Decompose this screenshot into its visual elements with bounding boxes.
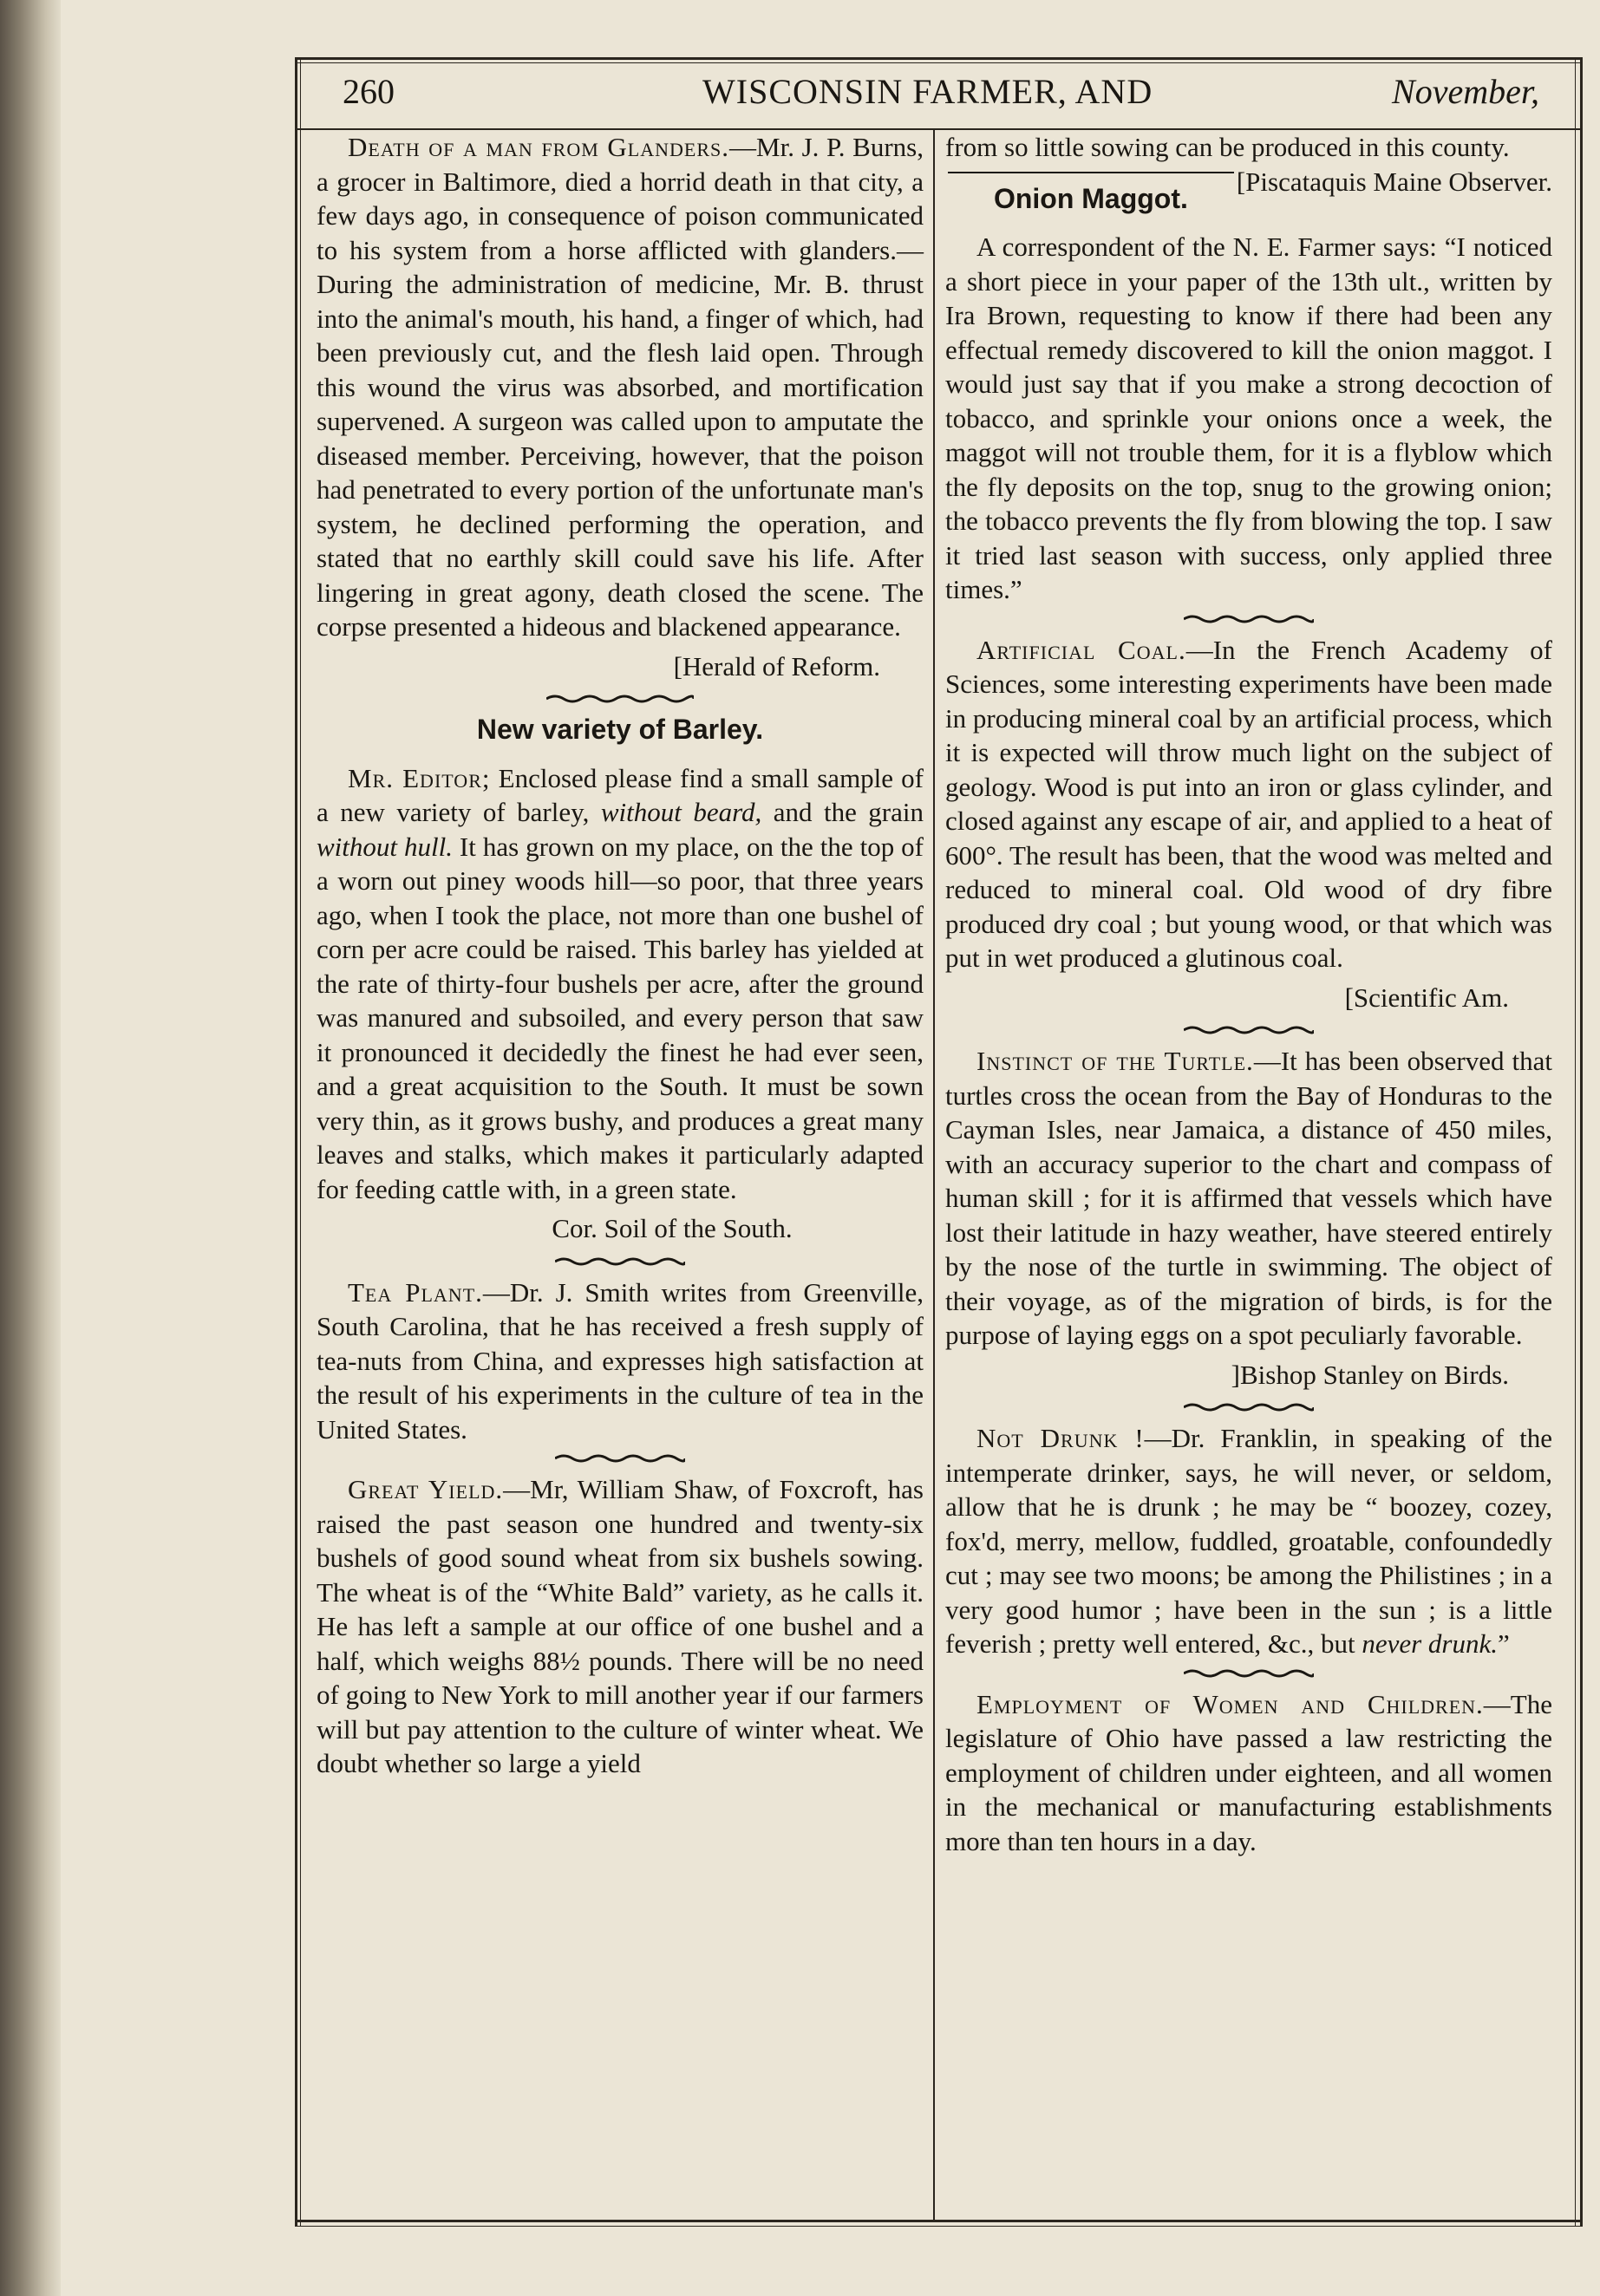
article-body: —In the French Academy of Sciences, some interesting experiments have been made in producing mineral coal by an artificial process, which it is expected will throw much light on the subject of geology. Wood is put into an iron or glass cylinder, and closed against any escape of air, and applied to a heat of 600°. The result has been, that the wood was melted and reduced to mineral coal. Old wood of dry fibre produced dry coal ; but young wood, or that which was put in wet produced a glutinous coal. bbox=[945, 634, 1552, 973]
top-rule-inner bbox=[295, 62, 1583, 63]
article-body: It has grown on my place, on the the top of a worn out piney woods hill—so poor, that three years ago, when I took the place, not more than one bushel of corn per acre could be raised. This barley has yielded at the rate of thirty-four bushels per acre, after the ground was manured and subsoiled, and every person that saw it pronounced it decidedly the finest he had ever seen, and a great acquisition to the South. It must be sown very thin, as it grows bushy, and produces a great many leaves and stalks, which makes it particularly adapted for feeding cattle with, in a green state. bbox=[317, 831, 924, 1204]
article-turtle bbox=[945, 1044, 1552, 1353]
article-artificial-coal bbox=[945, 633, 1552, 975]
left-frame-rule bbox=[295, 57, 297, 2227]
emphasis: without beard, bbox=[600, 797, 762, 827]
article-body: —Mr, William Shaw, of Foxcroft, has raised the past season one hundred and twenty-six bushels of good sound wheat from six bushels sowing. The wheat is of the “White Bald” variety, as he calls it. He has left a sample at our office of one bushel and a half, which weighs 88½ pounds. There will be no need of going to New York to mill another year if our farmers will but pay attention to the culture of winter wheat. We doubt whether so large a yield bbox=[317, 1474, 924, 1778]
article-barley bbox=[317, 761, 924, 1207]
article-body: Enclosed please find a small sample of a new variety of barley, bbox=[317, 762, 924, 827]
wavy-divider bbox=[1184, 1667, 1314, 1679]
wavy-divider bbox=[1184, 1023, 1314, 1035]
article-title: Employment of Women and Children. bbox=[976, 1688, 1484, 1719]
wavy-divider bbox=[1184, 1400, 1314, 1412]
running-head: WISCONSIN FARMER, AND bbox=[702, 72, 1153, 111]
article-great-yield bbox=[317, 1472, 924, 1781]
article-body: from so little sowing can be produced in this county. bbox=[945, 132, 1510, 162]
article-great-yield-continued bbox=[945, 130, 1552, 197]
salutation: Mr. Editor; bbox=[348, 762, 491, 793]
article-heading: Onion Maggot. bbox=[993, 182, 1188, 214]
article-onion-maggot: A correspondent of the N. E. Farmer says: “I noticed a short piece in your paper of the 13th ult., written by Ira Brown, requesting to know if there had been any effectual remedy discovered to kill the onion maggot. I would just say that if you make a strong decoction of tobacco, and sprinkle your onions once a week, the maggot will not trouble them, for it is a flyblow which the fly deposits on the top, snug to the growing onion; the tobacco prevents the fly from blowing the top. I saw it tried last season with success, only applied three times.” bbox=[945, 232, 1552, 604]
rule-divider bbox=[948, 170, 1234, 175]
article-body: —It has been observed that turtles cross the ocean from the Bay of Honduras to the Cayman Isles, near Jamaica, a distance of 450 miles, with an accuracy superior to the chart and compass of human skill ; for it is affirmed that vessels which have lost their latitude in hazy weather, have steered entirely by the nose of the turtle in swimming. The object of their voyage, as of the migration of birds, is for the purpose of laying eggs on a spot peculiarly favorable. bbox=[945, 1046, 1553, 1350]
bottom-rule-inner bbox=[295, 2226, 1583, 2227]
wavy-divider bbox=[546, 692, 694, 704]
right-column bbox=[945, 130, 1552, 1863]
article-title: Great Yield. bbox=[348, 1474, 504, 1504]
column-rule bbox=[933, 130, 935, 2220]
page-header bbox=[343, 71, 1539, 123]
closing-quote: ” bbox=[1498, 1628, 1510, 1659]
article-body: and the grain bbox=[761, 797, 924, 827]
article-source: [Piscataquis Maine Observer. bbox=[1236, 166, 1552, 197]
emphasis: never drunk. bbox=[1362, 1628, 1499, 1659]
article-not-drunk bbox=[945, 1421, 1552, 1661]
emphasis: without hull. bbox=[317, 831, 453, 862]
article-title: Artificial Coal. bbox=[976, 634, 1186, 665]
article-title: Tea Plant. bbox=[348, 1276, 483, 1308]
wavy-divider bbox=[1184, 612, 1314, 624]
bottom-rule-outer bbox=[295, 2220, 1583, 2222]
article-body: —Mr. J. P. Burns, a grocer in Baltimore, died a horrid death in that city, a few days ago, in consequence of poison communicated to his system from a horse afflicted with glanders.—During the administration of medicine, Mr. B. thrust into the animal's mouth, his hand, a finger of which, had been previously cut, and the flesh laid open. Through this wound the virus was absorbed, and mortification supervened. A surgeon was called upon to amputate the diseased member. Perceiving, however, that the poison had penetrated to every portion of the unfortunate man's system, he declined performing the operation, and stated that no earthly skill could save his life. After lingering in great agony, death closed the scene. The corpse presented a hideous and blackened appearance. bbox=[317, 132, 924, 642]
article-tea bbox=[317, 1275, 924, 1447]
issue-month: November, bbox=[1392, 72, 1539, 111]
article-source: [Herald of Reform. bbox=[673, 650, 880, 682]
page-number: 260 bbox=[343, 72, 395, 111]
article-title: Instinct of the Turtle. bbox=[976, 1046, 1254, 1076]
left-column bbox=[317, 130, 924, 1786]
right-frame-rule-inner bbox=[1575, 57, 1576, 2227]
article-body: —The legislature of Ohio have passed a law restricting the employment of children under eighteen, and all women in the mechanical or manufacturing establishments more than ten hours in a day. bbox=[945, 1688, 1552, 1856]
right-frame-rule bbox=[1580, 57, 1583, 2227]
article-title: Not Drunk ! bbox=[976, 1423, 1145, 1453]
top-rule-outer bbox=[295, 57, 1583, 60]
article-body: —Dr. J. Smith writes from Greenville, South Carolina, that he has received a fresh supply of tea-nuts from China, and expresses high satisfaction at the result of his experiments in the culture of tea in the United States. bbox=[317, 1276, 924, 1445]
article-source: Cor. Soil of the South. bbox=[552, 1213, 793, 1243]
article-glanders bbox=[317, 130, 924, 644]
wavy-divider bbox=[555, 1255, 685, 1267]
article-title: Death of a man from Glanders. bbox=[348, 132, 730, 162]
wavy-divider bbox=[555, 1451, 685, 1464]
article-body: —Dr. Franklin, in speaking of the intemperate drinker, says, he will never, or seldom, allow that he is drunk ; he may be “ boozey, cozey, fox'd, merry, mellow, fuddled, groatable, confoundedly cut ; may see two moons; be among the Philistines ; in a very good humor ; have been in the sun ; is a little feverish ; pretty well entered, &c., but bbox=[945, 1423, 1552, 1659]
article-source: [Scientific Am. bbox=[1344, 982, 1509, 1013]
article-employment bbox=[945, 1687, 1552, 1859]
left-frame-rule-inner bbox=[300, 57, 301, 2227]
article-source: ]Bishop Stanley on Birds. bbox=[1231, 1359, 1509, 1390]
binding-spine bbox=[0, 0, 61, 2296]
article-heading: New variety of Barley. bbox=[476, 714, 764, 745]
